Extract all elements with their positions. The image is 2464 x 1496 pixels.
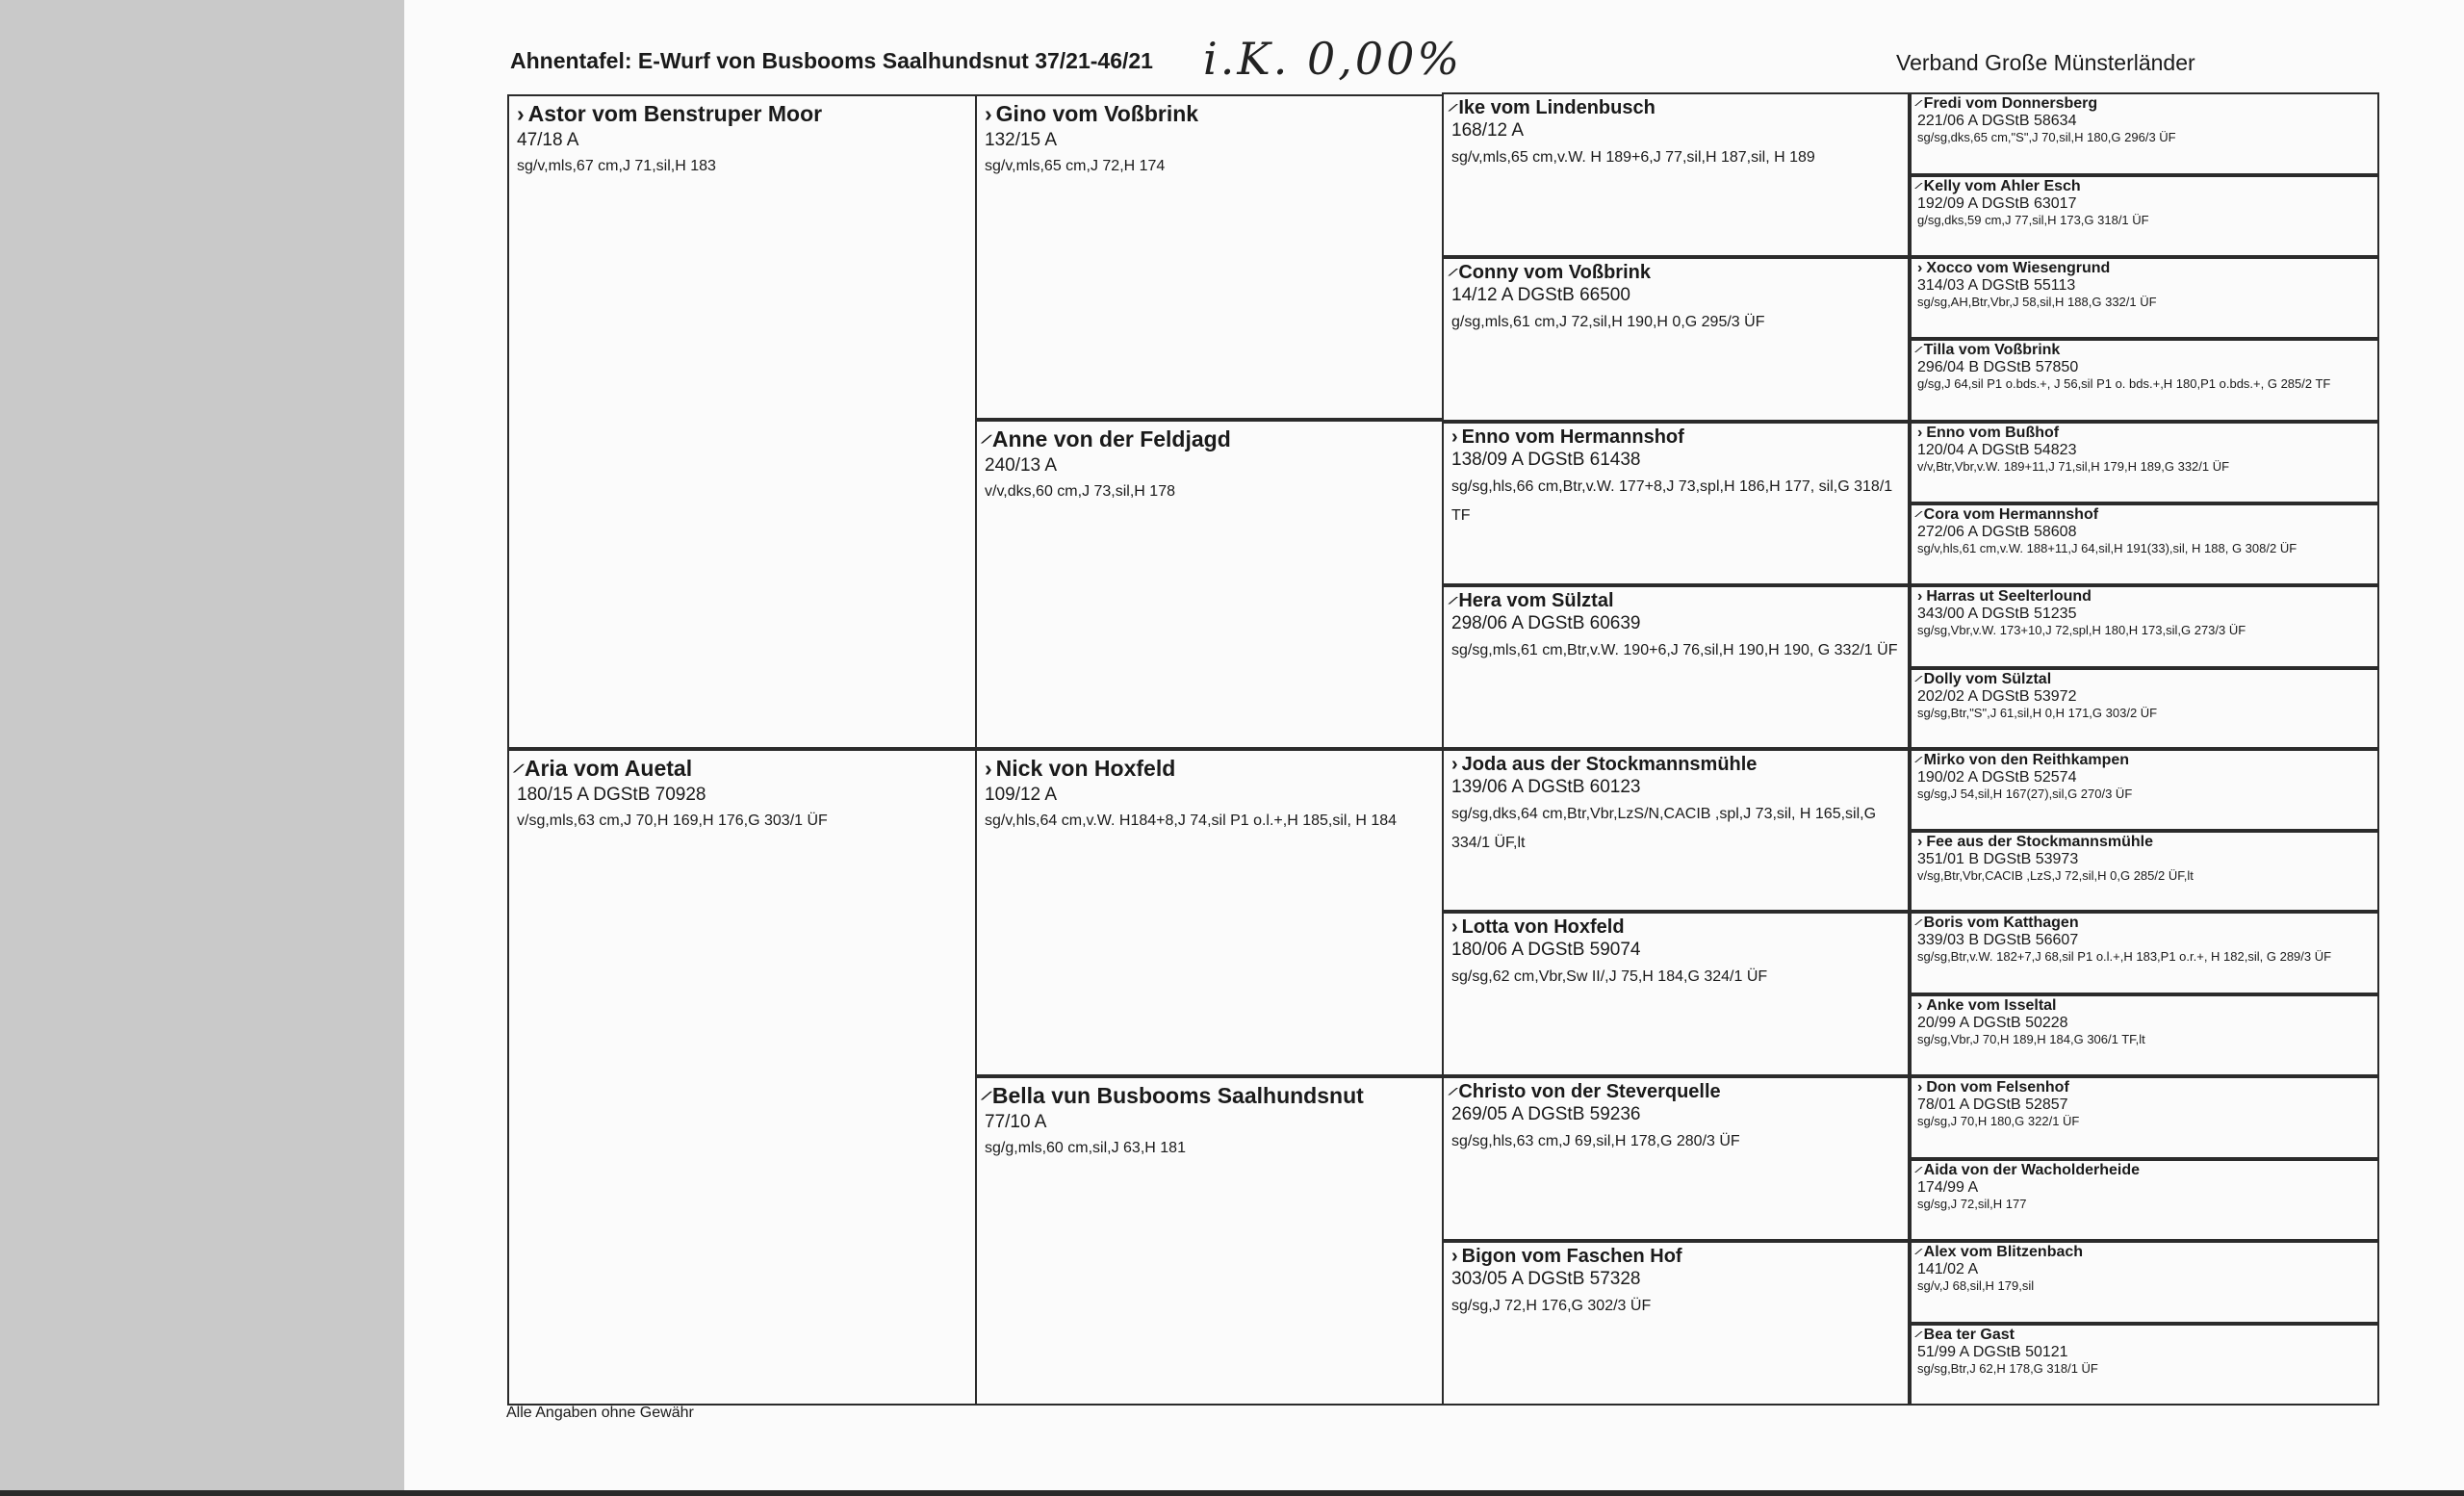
gg-grandparent-performance: sg/sg,J 70,H 180,G 322/1 ÜF	[1917, 1114, 2080, 1128]
great-grandparent-registration: 138/09 A DGStB 61438	[1451, 450, 1641, 470]
gg-grandparent-name: ∕ Fredi vom Donnersberg	[1917, 95, 2372, 113]
gg-grandparent-name: ∕ Cora vom Hermannshof	[1917, 506, 2372, 524]
grandparent-registration: 109/12 A	[985, 785, 1058, 805]
gg-grandparent-box	[1910, 912, 2379, 994]
great-grandparent-registration: 180/06 A DGStB 59074	[1451, 940, 1641, 960]
gg-grandparent-registration: 141/02 A	[1917, 1261, 1979, 1277]
sire-name: › Astor vom Benstruper Moor	[517, 100, 968, 127]
gg-grandparent-registration: 343/00 A DGStB 51235	[1917, 606, 2077, 622]
gg-grandparent-performance: sg/sg,Vbr,v.W. 173+10,J 72,spl,H 180,H 173,sil,G 273/3 ÜF	[1917, 623, 2246, 637]
grandparent-box	[975, 1076, 1446, 1406]
gg-grandparent-performance: sg/sg,Btr,J 62,H 178,G 318/1 ÜF	[1917, 1361, 2098, 1376]
great-grandparent-registration: 139/06 A DGStB 60123	[1451, 777, 1641, 797]
gg-grandparent-name: › Fee aus der Stockmannsmühle	[1917, 834, 2372, 851]
gg-grandparent-performance: sg/sg,Vbr,J 70,H 189,H 184,G 306/1 TF,lt	[1917, 1032, 2145, 1046]
gg-grandparent-name: ∕ Dolly vom Sülztal	[1917, 671, 2372, 688]
gg-grandparent-box	[1910, 503, 2379, 585]
gg-grandparent-name: › Anke vom Isseltal	[1917, 997, 2372, 1015]
great-grandparent-performance: sg/sg,J 72,H 176,G 302/3 ÜF	[1451, 1298, 1652, 1314]
gg-grandparent-box	[1910, 994, 2379, 1076]
association-name: Verband Große Münsterländer	[1896, 50, 2195, 75]
gg-grandparent-registration: 51/99 A DGStB 50121	[1917, 1344, 2068, 1360]
great-grandparent-name: ∕ Ike vom Lindenbusch	[1451, 96, 1900, 119]
grandparent-registration: 240/13 A	[985, 455, 1058, 476]
gg-grandparent-box	[1910, 92, 2379, 175]
gg-grandparent-name: ∕ Tilla vom Voßbrink	[1917, 342, 2372, 359]
grandparent-registration: 132/15 A	[985, 130, 1058, 150]
great-grandparent-box	[1442, 912, 1910, 1076]
gg-grandparent-registration: 351/01 B DGStB 53973	[1917, 851, 2079, 867]
gg-grandparent-box	[1910, 1159, 2379, 1241]
gg-grandparent-registration: 296/04 B DGStB 57850	[1917, 359, 2079, 375]
dam-registration: 180/15 A DGStB 70928	[517, 785, 706, 805]
grandparent-performance: sg/g,mls,60 cm,sil,J 63,H 181	[985, 1140, 1186, 1156]
gg-grandparent-name: ∕ Bea ter Gast	[1917, 1327, 2372, 1344]
gg-grandparent-box	[1910, 1241, 2379, 1324]
gg-grandparent-performance: sg/sg,Btr,"S",J 61,sil,H 0,H 171,G 303/2 ÜF	[1917, 706, 2158, 720]
gg-grandparent-registration: 272/06 A DGStB 58608	[1917, 524, 2077, 540]
gg-grandparent-box	[1910, 585, 2379, 668]
great-grandparent-name: ∕ Conny vom Voßbrink	[1451, 261, 1900, 284]
great-grandparent-registration: 14/12 A DGStB 66500	[1451, 285, 1630, 305]
gg-grandparent-registration: 78/01 A DGStB 52857	[1917, 1096, 2068, 1113]
gg-grandparent-performance: g/sg,J 64,sil P1 o.bds.+, J 56,sil P1 o. bds.+,H 180,P1 o.bds.+, G 285/2 TF	[1917, 376, 2331, 391]
grandparent-performance: sg/v,hls,64 cm,v.W. H184+8,J 74,sil P1 o.l.+,H 185,sil, H 184	[985, 812, 1398, 829]
handwritten-inbreeding-note: i.K. 0,00%	[1203, 33, 1463, 85]
great-grandparent-registration: 298/06 A DGStB 60639	[1451, 613, 1641, 633]
gg-grandparent-registration: 221/06 A DGStB 58634	[1917, 113, 2077, 129]
gg-grandparent-performance: sg/v,J 68,sil,H 179,sil	[1917, 1278, 2035, 1293]
great-grandparent-registration: 168/12 A	[1451, 120, 1525, 141]
gg-grandparent-box	[1910, 749, 2379, 831]
grandparent-name: ∕ Bella vun Busbooms Saalhundsnut	[985, 1082, 1436, 1109]
great-grandparent-name: › Lotta von Hoxfeld	[1451, 916, 1900, 939]
grandparent-name: ∕ Anne von der Feldjagd	[985, 426, 1436, 452]
great-grandparent-name: › Joda aus der Stockmannsmühle	[1451, 753, 1900, 776]
great-grandparent-box	[1442, 1241, 1910, 1406]
great-grandparent-box	[1442, 92, 1910, 257]
grandparent-performance: sg/v,mls,65 cm,J 72,H 174	[985, 158, 1166, 174]
gg-grandparent-performance: sg/sg,J 54,sil,H 167(27),sil,G 270/3 ÜF	[1917, 787, 2133, 801]
grandparent-name: › Gino vom Voßbrink	[985, 100, 1436, 127]
gg-grandparent-performance: sg/sg,AH,Btr,Vbr,J 58,sil,H 188,G 332/1 ÜF	[1917, 295, 2157, 309]
gg-grandparent-name: ∕ Aida von der Wacholderheide	[1917, 1162, 2372, 1179]
great-grandparent-performance: sg/sg,62 cm,Vbr,Sw II/,J 75,H 184,G 324/1 ÜF	[1451, 968, 1768, 985]
great-grandparent-performance: sg/sg,hls,66 cm,Btr,v.W. 177+8,J 73,spl,H 186,H 177, sil,G 318/1 TF	[1451, 478, 1893, 524]
gg-grandparent-name: › Xocco vom Wiesengrund	[1917, 260, 2372, 277]
dam-name: ∕ Aria vom Auetal	[517, 755, 968, 782]
gg-grandparent-box	[1910, 668, 2379, 749]
gg-grandparent-performance: sg/sg,Btr,v.W. 182+7,J 68,sil P1 o.l.+,H 183,P1 o.r.+, H 182,sil, G 289/3 ÜF	[1917, 949, 2332, 964]
gg-grandparent-box	[1910, 1324, 2379, 1406]
gg-grandparent-box	[1910, 422, 2379, 503]
gg-grandparent-performance: sg/sg,dks,65 cm,"S",J 70,sil,H 180,G 296/3 ÜF	[1917, 130, 2176, 144]
great-grandparent-registration: 303/05 A DGStB 57328	[1451, 1269, 1641, 1289]
gg-grandparent-registration: 202/02 A DGStB 53972	[1917, 688, 2077, 705]
dam-performance: v/sg,mls,63 cm,J 70,H 169,H 176,G 303/1 ÜF	[517, 812, 828, 829]
great-grandparent-performance: g/sg,mls,61 cm,J 72,sil,H 190,H 0,G 295/3 ÜF	[1451, 314, 1765, 330]
gg-grandparent-name: ∕ Alex vom Blitzenbach	[1917, 1244, 2372, 1261]
great-grandparent-name: › Bigon vom Faschen Hof	[1451, 1245, 1900, 1268]
great-grandparent-box	[1442, 749, 1910, 912]
grandparent-box	[975, 749, 1446, 1076]
grandparent-name: › Nick von Hoxfeld	[985, 755, 1436, 782]
gg-grandparent-box	[1910, 1076, 2379, 1159]
grandparent-performance: v/v,dks,60 cm,J 73,sil,H 178	[985, 483, 1175, 500]
great-grandparent-performance: sg/sg,mls,61 cm,Btr,v.W. 190+6,J 76,sil,H 190,H 190, G 332/1 ÜF	[1451, 642, 1898, 658]
gg-grandparent-registration: 174/99 A	[1917, 1179, 1979, 1196]
gg-grandparent-name: ∕ Kelly vom Ahler Esch	[1917, 178, 2372, 195]
great-grandparent-box	[1442, 585, 1910, 749]
gg-grandparent-name: › Enno vom Bußhof	[1917, 425, 2372, 442]
sire-performance: sg/v,mls,67 cm,J 71,sil,H 183	[517, 158, 716, 174]
grandparent-registration: 77/10 A	[985, 1112, 1047, 1132]
great-grandparent-box	[1442, 257, 1910, 422]
grandparent-box	[975, 94, 1446, 420]
gg-grandparent-performance: sg/v,hls,61 cm,v.W. 188+11,J 64,sil,H 191(33),sil, H 188, G 308/2 ÜF	[1917, 541, 2297, 555]
scan-edge	[0, 1490, 2464, 1496]
gg-grandparent-performance: v/sg,Btr,Vbr,CACIB ,LzS,J 72,sil,H 0,G 285/2 ÜF,lt	[1917, 868, 2194, 883]
great-grandparent-name: ∕ Hera vom Sülztal	[1451, 589, 1900, 612]
grandparent-box	[975, 420, 1446, 749]
gg-grandparent-box	[1910, 175, 2379, 257]
gg-grandparent-performance: v/v,Btr,Vbr,v.W. 189+11,J 71,sil,H 179,H 189,G 332/1 ÜF	[1917, 459, 2230, 474]
great-grandparent-name: ∕ Christo von der Steverquelle	[1451, 1080, 1900, 1103]
gg-grandparent-performance: sg/sg,J 72,sil,H 177	[1917, 1197, 2027, 1211]
gg-grandparent-name: › Don vom Felsenhof	[1917, 1079, 2372, 1096]
gg-grandparent-registration: 339/03 B DGStB 56607	[1917, 932, 2079, 948]
great-grandparent-box	[1442, 1076, 1910, 1241]
sire-registration: 47/18 A	[517, 130, 579, 150]
gg-grandparent-name: › Harras ut Seelterlound	[1917, 588, 2372, 606]
great-grandparent-performance: sg/sg,dks,64 cm,Btr,Vbr,LzS/N,CACIB ,spl,J 73,sil, H 165,sil,G 334/1 ÜF,lt	[1451, 806, 1877, 851]
gg-grandparent-registration: 20/99 A DGStB 50228	[1917, 1015, 2068, 1031]
great-grandparent-performance: sg/v,mls,65 cm,v.W. H 189+6,J 77,sil,H 187,sil, H 189	[1451, 149, 1815, 166]
dam-box	[507, 749, 978, 1406]
gg-grandparent-box	[1910, 257, 2379, 339]
great-grandparent-registration: 269/05 A DGStB 59236	[1451, 1104, 1641, 1124]
sire-box	[507, 94, 978, 749]
footer-disclaimer: Alle Angaben ohne Gewähr	[506, 1405, 694, 1421]
gg-grandparent-registration: 120/04 A DGStB 54823	[1917, 442, 2077, 458]
gg-grandparent-registration: 192/09 A DGStB 63017	[1917, 195, 2077, 212]
gg-grandparent-name: ∕ Mirko von den Reithkampen	[1917, 752, 2372, 769]
great-grandparent-performance: sg/sg,hls,63 cm,J 69,sil,H 178,G 280/3 ÜF	[1451, 1133, 1740, 1149]
great-grandparent-box	[1442, 422, 1910, 585]
pedigree-title: Ahnentafel: E-Wurf von Busbooms Saalhundsnut 37/21-46/21	[510, 48, 1153, 73]
gg-grandparent-registration: 314/03 A DGStB 55113	[1917, 277, 2076, 294]
gg-grandparent-name: ∕ Boris vom Katthagen	[1917, 915, 2372, 932]
gg-grandparent-box	[1910, 339, 2379, 422]
gg-grandparent-box	[1910, 831, 2379, 912]
gg-grandparent-registration: 190/02 A DGStB 52574	[1917, 769, 2077, 786]
gg-grandparent-performance: g/sg,dks,59 cm,J 77,sil,H 173,G 318/1 ÜF	[1917, 213, 2149, 227]
great-grandparent-name: › Enno vom Hermannshof	[1451, 426, 1900, 449]
